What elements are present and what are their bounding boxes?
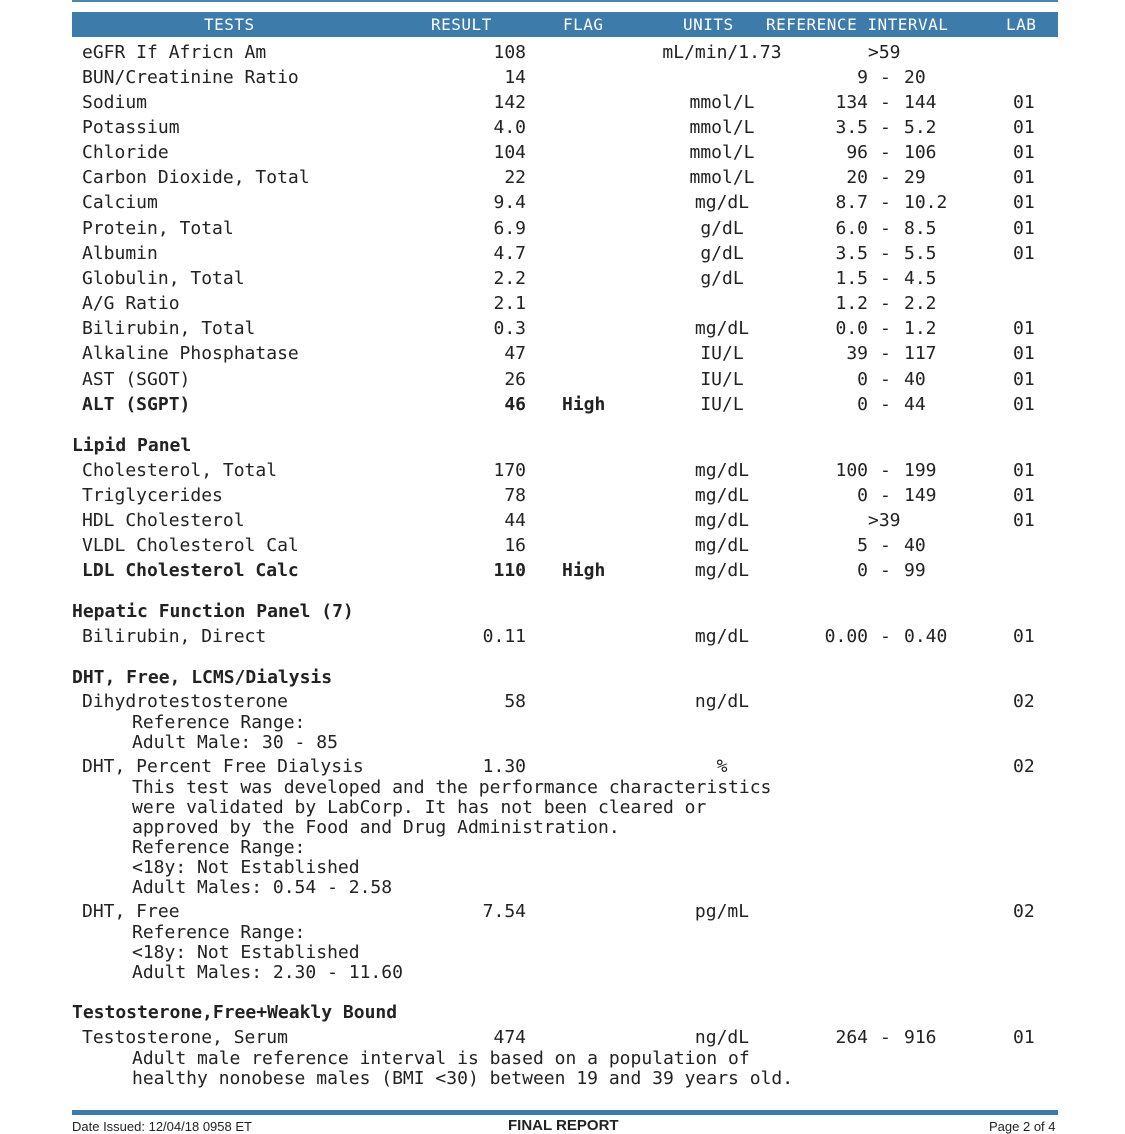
reference-dash: - bbox=[880, 92, 891, 113]
test-name: Sodium bbox=[82, 92, 148, 113]
test-name: Testosterone, Serum bbox=[82, 1027, 288, 1048]
flag-value: High bbox=[562, 394, 606, 415]
units-value: IU/L bbox=[700, 343, 744, 364]
result-value: 26 bbox=[504, 369, 526, 390]
reference-dash: - bbox=[880, 167, 891, 188]
row-note: Adult Male: 30 - 85 bbox=[132, 732, 338, 753]
reference-low-value: 0.0 bbox=[835, 318, 868, 339]
reference-low-value: 100 bbox=[835, 460, 868, 481]
test-name: ALT (SGPT) bbox=[82, 394, 191, 415]
test-name: Alkaline Phosphatase bbox=[82, 343, 299, 364]
units-value: mg/dL bbox=[694, 535, 750, 556]
test-name: Dihydrotestosterone bbox=[82, 691, 288, 712]
lab-code: 01 bbox=[1013, 369, 1035, 390]
table-row bbox=[0, 485, 1125, 507]
units-value: IU/L bbox=[700, 369, 744, 390]
test-name: Calcium bbox=[82, 192, 158, 213]
section-heading bbox=[0, 667, 1125, 689]
test-name: A/G Ratio bbox=[82, 293, 180, 314]
table-row bbox=[0, 369, 1125, 391]
row-note: Adult Males: 0.54 - 2.58 bbox=[132, 877, 393, 898]
reference-low-value: 0 bbox=[857, 394, 868, 415]
result-value: 170 bbox=[493, 460, 526, 481]
row-note: Reference Range: bbox=[132, 922, 306, 943]
row-note: <18y: Not Established bbox=[132, 857, 360, 878]
lab-code: 02 bbox=[1013, 901, 1035, 922]
header-flag: FLAG bbox=[563, 15, 604, 34]
reference-high: 5.2 bbox=[904, 117, 937, 138]
reference-low-value: 39 bbox=[846, 343, 868, 364]
lab-code: 01 bbox=[1013, 394, 1035, 415]
units-value: pg/mL bbox=[694, 901, 750, 922]
test-name: BUN/Creatinine Ratio bbox=[82, 67, 299, 88]
reference-high: 1.2 bbox=[904, 318, 937, 339]
section-heading bbox=[0, 435, 1125, 457]
table-row bbox=[0, 510, 1125, 532]
reference-low-value: 0 bbox=[857, 560, 868, 581]
lab-code: 02 bbox=[1013, 756, 1035, 777]
reference-dash: - bbox=[880, 535, 891, 556]
row-note: were validated by LabCorp. It has not been cleared or bbox=[132, 797, 707, 818]
table-row bbox=[0, 42, 1125, 64]
row-note: Reference Range: bbox=[132, 712, 306, 733]
units-value: g/dL bbox=[700, 268, 744, 289]
reference-dash: - bbox=[880, 560, 891, 581]
table-row bbox=[0, 293, 1125, 315]
reference-dash: - bbox=[880, 318, 891, 339]
reference-dash: - bbox=[880, 117, 891, 138]
table-row bbox=[0, 626, 1125, 648]
result-value: 2.2 bbox=[493, 268, 526, 289]
result-value: 46 bbox=[504, 394, 526, 415]
units-value: ng/dL bbox=[694, 1027, 750, 1048]
reference-high: 916 bbox=[904, 1027, 937, 1048]
reference-dash: - bbox=[880, 394, 891, 415]
header-reference-interval: REFERENCE INTERVAL bbox=[766, 15, 949, 34]
test-name: HDL Cholesterol bbox=[82, 510, 245, 531]
reference-high: 5.5 bbox=[904, 243, 937, 264]
reference-low-value: 6.0 bbox=[835, 218, 868, 239]
reference-low-value: 9 bbox=[857, 67, 868, 88]
result-value: 44 bbox=[504, 510, 526, 531]
row-note: This test was developed and the performance characteristics bbox=[132, 777, 772, 798]
header-units: UNITS bbox=[683, 15, 734, 34]
row-note: <18y: Not Established bbox=[132, 942, 360, 963]
test-name: Triglycerides bbox=[82, 485, 223, 506]
result-value: 14 bbox=[504, 67, 526, 88]
table-row bbox=[0, 1027, 1125, 1049]
units-value: mg/dL bbox=[694, 192, 750, 213]
test-name: DHT, Percent Free Dialysis bbox=[82, 756, 364, 777]
row-note: Adult Males: 2.30 - 11.60 bbox=[132, 962, 403, 983]
report-status: FINAL REPORT bbox=[508, 1117, 619, 1134]
reference-dash: - bbox=[880, 268, 891, 289]
table-row bbox=[0, 535, 1125, 557]
reference-low-value: 3.5 bbox=[835, 117, 868, 138]
test-name: Bilirubin, Direct bbox=[82, 626, 267, 647]
lab-code: 01 bbox=[1013, 343, 1035, 364]
lab-code: 01 bbox=[1013, 142, 1035, 163]
row-note: Adult male reference interval is based on a population of bbox=[132, 1048, 750, 1069]
reference-low-value: 1.2 bbox=[835, 293, 868, 314]
table-row bbox=[0, 756, 1125, 778]
footer-divider bbox=[72, 1110, 1058, 1115]
reference-high: 29 bbox=[904, 167, 926, 188]
lab-code: 01 bbox=[1013, 626, 1035, 647]
flag-value: High bbox=[562, 560, 606, 581]
result-value: 1.30 bbox=[482, 756, 526, 777]
units-value: IU/L bbox=[700, 394, 744, 415]
section-title: Hepatic Function Panel (7) bbox=[72, 601, 354, 622]
row-note: Reference Range: bbox=[132, 837, 306, 858]
reference-dash: - bbox=[880, 243, 891, 264]
result-value: 22 bbox=[504, 167, 526, 188]
units-value: mg/dL bbox=[694, 626, 750, 647]
reference-low-value: 0 bbox=[857, 369, 868, 390]
units-value: mmol/L bbox=[689, 167, 755, 188]
reference-low-value: 96 bbox=[846, 142, 868, 163]
reference-dash: - bbox=[880, 626, 891, 647]
lab-code: 01 bbox=[1013, 167, 1035, 188]
row-note: approved by the Food and Drug Administration. bbox=[132, 817, 620, 838]
lab-code: 01 bbox=[1013, 92, 1035, 113]
section-heading bbox=[0, 1002, 1125, 1024]
row-note: healthy nonobese males (BMI <30) between 19 and 39 years old. bbox=[132, 1068, 794, 1089]
table-header bbox=[72, 12, 1058, 37]
reference-low-value: 0 bbox=[857, 485, 868, 506]
reference-interval: >59 bbox=[868, 42, 901, 63]
units-value: mg/dL bbox=[694, 460, 750, 481]
reference-high: 20 bbox=[904, 67, 926, 88]
units-value: mg/dL bbox=[694, 510, 750, 531]
table-row bbox=[0, 343, 1125, 365]
test-name: Potassium bbox=[82, 117, 180, 138]
units-value: mg/dL bbox=[694, 485, 750, 506]
test-name: Chloride bbox=[82, 142, 169, 163]
reference-high: 10.2 bbox=[904, 192, 948, 213]
table-row bbox=[0, 901, 1125, 923]
test-name: Protein, Total bbox=[82, 218, 234, 239]
reference-interval: >39 bbox=[868, 510, 901, 531]
test-name: Carbon Dioxide, Total bbox=[82, 167, 310, 188]
test-name: DHT, Free bbox=[82, 901, 180, 922]
result-value: 108 bbox=[493, 42, 526, 63]
lab-code: 01 bbox=[1013, 117, 1035, 138]
section-title: DHT, Free, LCMS/Dialysis bbox=[72, 667, 333, 688]
lab-code: 01 bbox=[1013, 243, 1035, 264]
reference-low-value: 3.5 bbox=[835, 243, 868, 264]
reference-dash: - bbox=[880, 67, 891, 88]
lab-code: 02 bbox=[1013, 691, 1035, 712]
lab-code: 01 bbox=[1013, 460, 1035, 481]
result-value: 78 bbox=[504, 485, 526, 506]
reference-high: 149 bbox=[904, 485, 937, 506]
result-value: 0.11 bbox=[482, 626, 526, 647]
page-number: Page 2 of 4 bbox=[989, 1119, 1056, 1134]
reference-high: 199 bbox=[904, 460, 937, 481]
units-value: mmol/L bbox=[689, 142, 755, 163]
lab-code: 01 bbox=[1013, 218, 1035, 239]
table-row bbox=[0, 243, 1125, 265]
table-row bbox=[0, 192, 1125, 214]
reference-high: 4.5 bbox=[904, 268, 937, 289]
reference-dash: - bbox=[880, 1027, 891, 1048]
reference-low-value: 134 bbox=[835, 92, 868, 113]
units-value: mg/dL bbox=[694, 318, 750, 339]
test-name: Bilirubin, Total bbox=[82, 318, 256, 339]
table-row bbox=[0, 67, 1125, 89]
result-value: 2.1 bbox=[493, 293, 526, 314]
section-title: Lipid Panel bbox=[72, 435, 192, 456]
result-value: 58 bbox=[504, 691, 526, 712]
result-value: 47 bbox=[504, 343, 526, 364]
reference-low-value: 0.00 bbox=[824, 626, 868, 647]
test-name: Cholesterol, Total bbox=[82, 460, 278, 481]
table-row bbox=[0, 394, 1125, 416]
reference-low-value: 1.5 bbox=[835, 268, 868, 289]
lab-code: 01 bbox=[1013, 1027, 1035, 1048]
section-title: Testosterone,Free+Weakly Bound bbox=[72, 1002, 398, 1023]
reference-low-value: 20 bbox=[846, 167, 868, 188]
reference-dash: - bbox=[880, 460, 891, 481]
reference-high: 2.2 bbox=[904, 293, 937, 314]
test-name: LDL Cholesterol Calc bbox=[82, 560, 299, 581]
result-value: 9.4 bbox=[493, 192, 526, 213]
table-row bbox=[0, 460, 1125, 482]
table-row bbox=[0, 218, 1125, 240]
reference-high: 144 bbox=[904, 92, 937, 113]
section-heading bbox=[0, 601, 1125, 623]
test-name: AST (SGOT) bbox=[82, 369, 191, 390]
table-row bbox=[0, 560, 1125, 582]
units-value: mmol/L bbox=[689, 92, 755, 113]
test-name: Globulin, Total bbox=[82, 268, 245, 289]
table-row bbox=[0, 268, 1125, 290]
table-row bbox=[0, 92, 1125, 114]
header-result: RESULT bbox=[431, 15, 492, 34]
test-name: VLDL Cholesterol Cal bbox=[82, 535, 299, 556]
units-value: mg/dL bbox=[694, 560, 750, 581]
lab-code: 01 bbox=[1013, 510, 1035, 531]
result-value: 0.3 bbox=[493, 318, 526, 339]
table-row bbox=[0, 318, 1125, 340]
reference-high: 117 bbox=[904, 343, 937, 364]
lab-code: 01 bbox=[1013, 485, 1035, 506]
result-value: 7.54 bbox=[482, 901, 526, 922]
units-value: % bbox=[716, 756, 728, 777]
reference-dash: - bbox=[880, 192, 891, 213]
result-value: 474 bbox=[493, 1027, 526, 1048]
units-value: mL/min/1.73 bbox=[662, 42, 782, 63]
result-value: 6.9 bbox=[493, 218, 526, 239]
reference-high: 40 bbox=[904, 535, 926, 556]
result-value: 4.0 bbox=[493, 117, 526, 138]
units-value: mmol/L bbox=[689, 117, 755, 138]
lab-code: 01 bbox=[1013, 318, 1035, 339]
reference-dash: - bbox=[880, 343, 891, 364]
lab-code: 01 bbox=[1013, 192, 1035, 213]
result-value: 142 bbox=[493, 92, 526, 113]
result-value: 104 bbox=[493, 142, 526, 163]
table-row bbox=[0, 142, 1125, 164]
reference-high: 0.40 bbox=[904, 626, 948, 647]
reference-high: 8.5 bbox=[904, 218, 937, 239]
reference-dash: - bbox=[880, 218, 891, 239]
reference-high: 44 bbox=[904, 394, 926, 415]
header-tests: TESTS bbox=[204, 15, 255, 34]
reference-high: 40 bbox=[904, 369, 926, 390]
reference-dash: - bbox=[880, 293, 891, 314]
reference-dash: - bbox=[880, 485, 891, 506]
reference-high: 106 bbox=[904, 142, 937, 163]
result-value: 16 bbox=[504, 535, 526, 556]
units-value: g/dL bbox=[700, 218, 744, 239]
header-lab: LAB bbox=[1006, 15, 1037, 34]
reference-dash: - bbox=[880, 369, 891, 390]
test-name: eGFR If Africn Am bbox=[82, 42, 267, 63]
reference-dash: - bbox=[880, 142, 891, 163]
result-value: 110 bbox=[493, 560, 526, 581]
table-row bbox=[0, 691, 1125, 713]
reference-high: 99 bbox=[904, 560, 926, 581]
reference-low-value: 5 bbox=[857, 535, 868, 556]
units-value: ng/dL bbox=[694, 691, 750, 712]
date-issued: Date Issued: 12/04/18 0958 ET bbox=[72, 1119, 252, 1134]
top-divider bbox=[72, 0, 1058, 2]
reference-low-value: 8.7 bbox=[835, 192, 868, 213]
result-value: 4.7 bbox=[493, 243, 526, 264]
reference-low-value: 264 bbox=[835, 1027, 868, 1048]
table-row bbox=[0, 167, 1125, 189]
test-name: Albumin bbox=[82, 243, 158, 264]
table-row bbox=[0, 117, 1125, 139]
units-value: g/dL bbox=[700, 243, 744, 264]
